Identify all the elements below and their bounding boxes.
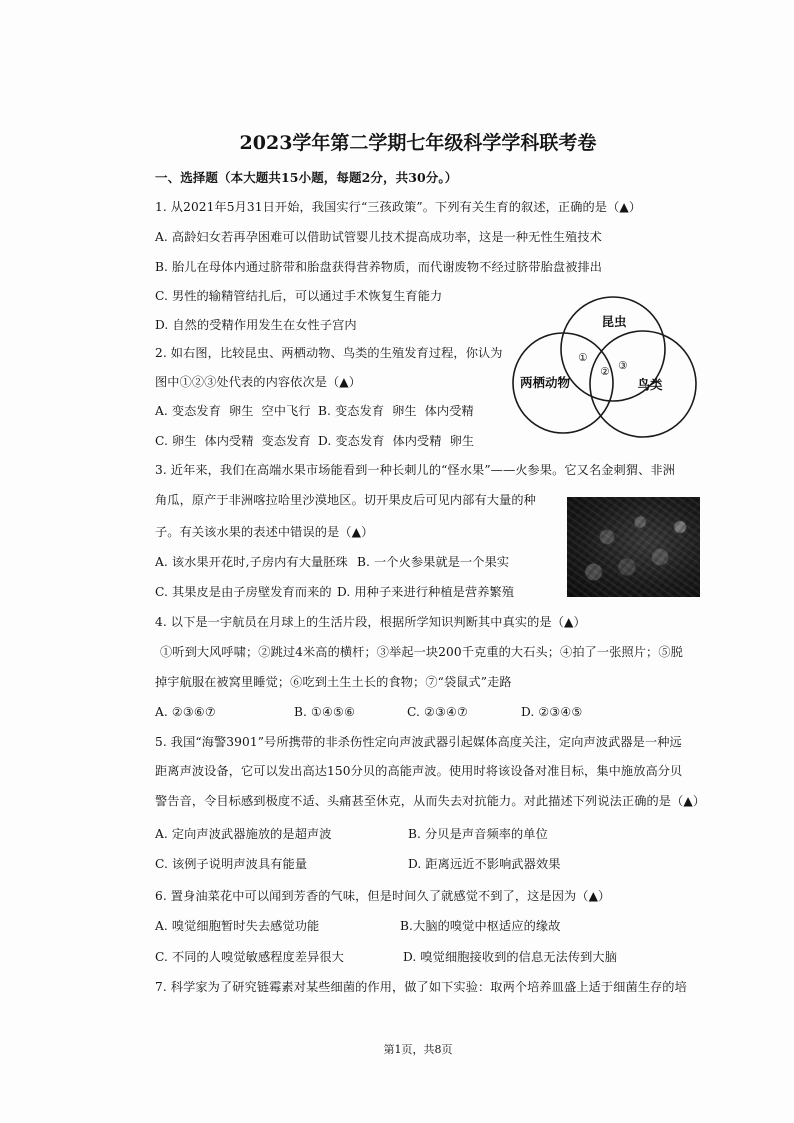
q6-stem: 6. 置身油菜花中可以闻到芳香的气味，但是时间久了就感觉不到了，这是因为（▲） (155, 889, 611, 903)
q3-option-a: A. 该水果开花时,子房内有大量胚珠 (155, 555, 348, 569)
bird-label: 鸟类 (637, 377, 663, 392)
region-1-marker: ① (578, 352, 588, 364)
q4-option-d: D. ②③④⑤ (521, 705, 583, 719)
q5-option-b: B. 分贝是声音频率的单位 (408, 827, 548, 841)
q6-option-d: D. 嗅觉细胞接收到的信息无法传到大脑 (403, 950, 617, 964)
q4-option-a: A. ②③⑥⑦ (155, 705, 216, 719)
insect-label: 昆虫 (601, 314, 627, 329)
q5-stem-line: 5. 我国“海警3901”号所携带的非杀伤性定向声波武器引起媒体高度关注，定向声波武器是一种远 (155, 735, 682, 749)
q4-option-c: C. ②③④⑦ (407, 705, 469, 719)
q3-stem-line: 子。有关该水果的表述中错误的是（▲） (155, 525, 374, 539)
q6-option-a: A. 嗅觉细胞暂时失去感觉功能 (155, 919, 320, 933)
section-header: 一、选择题（本大题共15小题，每题2分，共30分。） (155, 170, 458, 185)
q2-option-a: A. 变态发育 卵生 空中飞行 (155, 404, 311, 418)
q6-option-c: C. 不同的人嗅觉敏感程度差异很大 (155, 950, 344, 964)
q3-option-d: D. 用种子来进行种植是营养繁殖 (337, 585, 515, 599)
q5-stem-line: 距离声波设备，它可以发出高达150分贝的高能声波。使用时将该设备对准目标，集中施放高分贝 (155, 764, 683, 778)
q1-option-a: A. 高龄妇女若再孕困难可以借助试管婴儿技术提高成功率，这是一种无性生殖技术 (155, 230, 602, 244)
q4-body-line: ①听到大风呼啸；②跳过4米高的横杆；③举起一块200千克重的大石头；④拍了一张照片；⑤脱 (160, 645, 683, 659)
page-title: 2023学年第二学期七年级科学学科联考卷 (239, 132, 597, 154)
q5-option-c: C. 该例子说明声波具有能量 (155, 857, 308, 871)
fire-ginseng-fruit-photo (567, 497, 700, 597)
q4-body-line: 掉宇航服在被窝里睡觉；⑥吃到土生土长的食物；⑦“袋鼠式”走路 (155, 675, 512, 689)
q2-option-c: C. 卵生 体内受精 变态发育 (155, 434, 311, 448)
q4-option-b: B. ①④⑤⑥ (294, 705, 356, 719)
q2-stem-line: 2. 如右图，比较昆虫、两栖动物、鸟类的生殖发育过程，你认为 (155, 346, 503, 360)
q2-option-d: D. 变态发育 体内受精 卵生 (318, 434, 475, 448)
amphibian-label: 两栖动物 (519, 375, 571, 390)
page-footer: 第1页，共8页 (383, 1043, 453, 1056)
q1-option-b: B. 胎儿在母体内通过脐带和胎盘获得营养物质，而代谢废物不经过脐带胎盘被排出 (155, 260, 603, 274)
q3-option-b: B. 一个火参果就是一个果实 (357, 555, 510, 569)
q4-stem: 4. 以下是一宇航员在月球上的生活片段，根据所学知识判断其中真实的是（▲） (155, 615, 586, 629)
q5-stem-line: 警告音，令目标感到极度不适、头痛甚至休克，从而失去对抗能力。对此描述下列说法正确的是（▲） (155, 794, 706, 808)
q6-option-b: B.大脑的嗅觉中枢适应的缘故 (400, 919, 561, 933)
venn-diagram (500, 290, 705, 440)
q1-option-d: D. 自然的受精作用发生在女性子宫内 (155, 318, 357, 332)
q1-option-c: C. 男性的输精管结扎后，可以通过手术恢复生育能力 (155, 289, 443, 303)
region-3-marker: ③ (618, 360, 628, 372)
q3-stem-line: 角瓜，原产于非洲喀拉哈里沙漠地区。切开果皮后可见内部有大量的种 (155, 493, 536, 507)
q5-option-d: D. 距离远近不影响武器效果 (408, 857, 561, 871)
q2-stem-line: 图中①②③处代表的内容依次是（▲） (155, 375, 362, 389)
region-2-marker: ② (600, 366, 610, 378)
q2-option-b: B. 变态发育 卵生 体内受精 (318, 404, 474, 418)
q3-stem-line: 3. 近年来，我们在高端水果市场能看到一种长刺儿的“怪水果”——火参果。它又名金刺猬、非洲 (155, 463, 675, 477)
q1-stem: 1. 从2021年5月31日开始，我国实行“三孩政策”。下列有关生育的叙述，正确的是（▲） (155, 200, 642, 214)
q5-option-a: A. 定向声波武器施放的是超声波 (155, 827, 332, 841)
q7-stem: 7. 科学家为了研究链霉素对某些细菌的作用，做了如下实验：取两个培养皿盛上适于细菌生存的培 (155, 980, 687, 994)
q3-option-c: C. 其果皮是由子房壁发育而来的 (155, 585, 332, 599)
